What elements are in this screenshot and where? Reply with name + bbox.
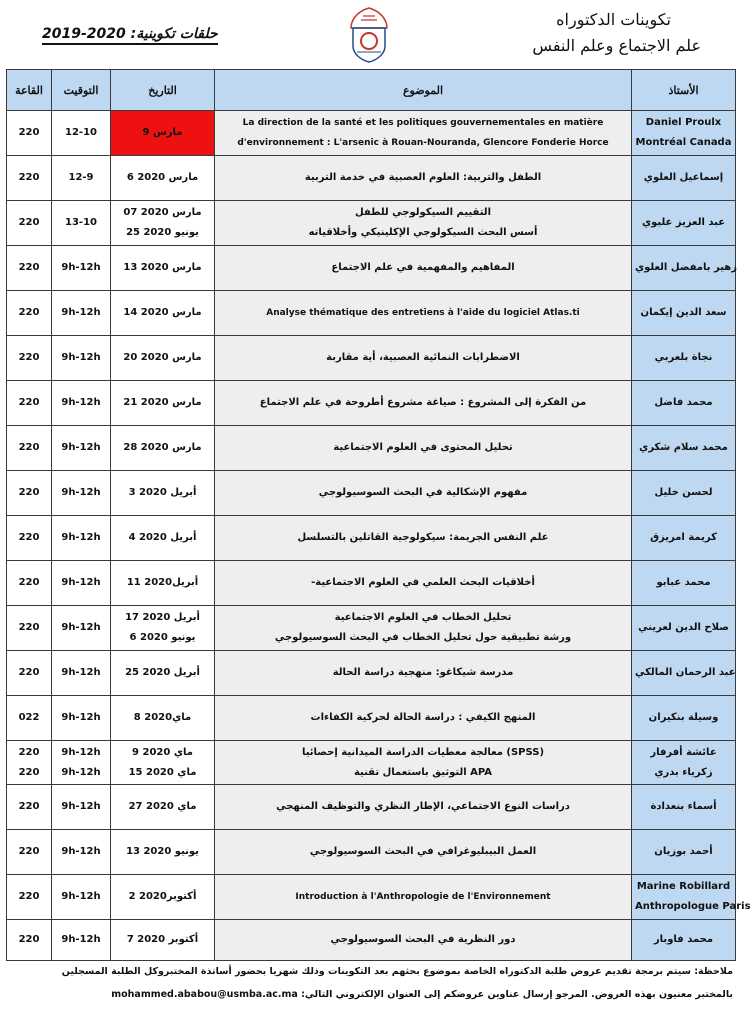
time-cell-line: 9h-12h [61, 307, 101, 318]
room-cell [7, 651, 52, 696]
date-cell-line: 20 مارس 2020 [123, 352, 202, 363]
professor-cell-line: Montréal Canada [635, 137, 732, 148]
professor-cell-line: Marine Robillard [636, 881, 731, 892]
table-row [7, 336, 736, 381]
time-cell-line: 9h-12h [61, 801, 101, 812]
time-cell [52, 696, 111, 741]
topic-cell-line: المنهج الكيفي : دراسة الحالة لحركية الكفاءات [310, 712, 536, 723]
room-cell [7, 696, 52, 741]
room-cell [7, 741, 52, 785]
room-cell-line: 220 [18, 442, 40, 453]
time-header: التوقيت [52, 70, 111, 111]
time-cell-line: 9h-12h [61, 667, 101, 678]
footer-note: ملاحظة: سيتم برمجة تقديم عروض طلبة الدكتوراه الخاصة بموضوع بحثهم بعد التكوينات وذلك شهريا بحضور أساتذة المختبروكل الطلبة المسجلين [61, 966, 733, 977]
room-cell-line: 220 [18, 846, 40, 857]
time-cell-line: 9h-12h [61, 532, 101, 543]
topic-cell [215, 651, 632, 696]
time-cell [52, 111, 111, 156]
doctorate-title: تكوينات الدكتوراه [556, 10, 671, 29]
table-row [7, 561, 736, 606]
date-cell-line: 6 يونيو 2020 [129, 632, 196, 643]
professor-cell-line: عبد العزيز عليوي [641, 217, 726, 228]
topic-cell-line: العمل البيبليوغرافي في البحث السوسيولوجي [309, 846, 537, 857]
topic-cell [215, 606, 632, 651]
professor-cell [632, 426, 736, 471]
room-cell [7, 920, 52, 961]
table-row [7, 156, 736, 201]
topic-cell-line: d'environnement : L'arsenic à Rouan-Nouranda, Glencore Fonderie Horce [237, 138, 609, 148]
topic-cell-line: أسس البحث السيكولوجي الإكلينيكي وأخلاقياته [308, 227, 538, 238]
professor-cell [632, 381, 736, 426]
topic-cell-line: Analyse thématique des entretiens à l'aide du logiciel Atlas.ti [266, 308, 580, 318]
room-cell [7, 606, 52, 651]
professor-cell [632, 111, 736, 156]
date-cell-line: 8 ماي2020 [133, 712, 192, 723]
topic-cell-line: التقييم السيكولوجي للطفل [354, 207, 491, 218]
table-row [7, 201, 736, 246]
footer-contact: بالمختبر معنيون بهذه العروض. المرجو إرسال عناوين عروضكم إلى العنوان الإلكتروني التالي: mohammed.ababou@usmba.ac.ma [111, 989, 733, 1000]
topic-cell [215, 156, 632, 201]
professor-cell-line: Daniel Proulx [645, 117, 722, 128]
date-cell [111, 471, 215, 516]
date-header: التاريخ [111, 70, 215, 111]
date-cell [111, 111, 215, 156]
time-cell [52, 426, 111, 471]
topic-cell-line: مفهوم الإشكالية في البحث السوسيولوجي [318, 487, 528, 498]
room-cell-line: 220 [18, 532, 40, 543]
professor-cell-line: سعد الدين إيكمان [640, 307, 727, 318]
time-cell-line: 9h-12h [61, 487, 101, 498]
table-row [7, 785, 736, 830]
table-row [7, 875, 736, 920]
time-cell [52, 651, 111, 696]
professor-cell [632, 696, 736, 741]
time-cell-line: 9h-12h [61, 891, 101, 902]
date-cell-line: 25 أبريل 2020 [125, 667, 200, 678]
date-cell-line: 7 أكتوبر 2020 [126, 934, 199, 945]
topic-cell [215, 111, 632, 156]
topic-cell [215, 741, 632, 785]
topic-cell-line: من الفكرة إلى المشروع : صياغة مشروع أطروحة في علم الاجتماع [259, 397, 587, 408]
time-cell [52, 785, 111, 830]
table-header-row [7, 70, 736, 111]
date-cell [111, 875, 215, 920]
date-cell [111, 201, 215, 246]
professor-cell-line: صلاح الدين لعريني [638, 622, 729, 633]
professor-cell-line: نجاة بلعربي [654, 352, 713, 363]
room-cell-line: 220 [18, 262, 40, 273]
time-cell [52, 561, 111, 606]
date-cell-line: 4 أبريل 2020 [128, 532, 197, 543]
room-cell-line: 022 [18, 712, 40, 723]
topic-cell-line: الاضطرابات النمائية العصبية، أية مقاربة [326, 352, 520, 363]
time-cell [52, 606, 111, 651]
table-row [7, 516, 736, 561]
professor-cell-line: لحسن خليل [654, 487, 713, 498]
date-cell [111, 830, 215, 875]
page-header [0, 0, 741, 70]
topic-cell-line: علم النفس الجريمة: سيكولوجية القاتلين بالتسلسل [297, 532, 549, 543]
professor-cell [632, 875, 751, 920]
date-cell-line: 9 ماي 2020 [132, 746, 193, 758]
room-cell [7, 381, 52, 426]
date-cell-line: 13 مارس 2020 [123, 262, 202, 273]
time-cell-line: 9h-12h [61, 622, 101, 633]
date-cell [111, 741, 215, 785]
table-row [7, 741, 736, 785]
professor-cell-line: محمد فاوبار [653, 934, 714, 945]
date-cell-line: 11 أبريل2020 [126, 577, 199, 588]
date-cell-line: 15 ماي 2020 [128, 766, 197, 778]
time-cell-line: 9h-12h [61, 262, 101, 273]
time-cell-line: 9h-12h [61, 352, 101, 363]
room-cell [7, 875, 52, 920]
table-row [7, 111, 736, 156]
date-cell [111, 561, 215, 606]
time-cell [52, 291, 111, 336]
professor-cell-line: زهير بامفضل العلوي [635, 262, 737, 273]
date-cell-line: 07 مارس 2020 [123, 207, 202, 218]
topic-cell [215, 426, 632, 471]
room-cell-line: 220 [18, 487, 40, 498]
topic-cell-line: معالجة معطيات الدراسة الميدانية إحصائيا (SPSS) [301, 746, 545, 758]
date-cell-line: 9 مارس [142, 127, 183, 138]
room-cell-line: 220 [18, 352, 40, 363]
professor-header: الأستاذ [632, 70, 736, 111]
topic-cell-line: -أخلاقيات البحث العلمي في العلوم الاجتماعية [311, 577, 535, 588]
room-cell [7, 785, 52, 830]
topic-cell [215, 336, 632, 381]
date-cell [111, 920, 215, 961]
room-cell-line: 220 [18, 746, 40, 758]
time-cell [52, 336, 111, 381]
time-cell [52, 741, 111, 785]
date-cell [111, 426, 215, 471]
room-cell-line: 220 [18, 397, 40, 408]
date-cell-line: 21 مارس 2020 [123, 397, 202, 408]
room-cell [7, 246, 52, 291]
date-cell-line: 13 يونيو 2020 [126, 846, 199, 857]
date-cell [111, 336, 215, 381]
time-cell [52, 875, 111, 920]
topic-cell [215, 381, 632, 426]
topic-cell-line: دراسات النوع الاجتماعي، الإطار النظري والتوظيف المنهجي [276, 801, 570, 812]
room-cell-line: 220 [18, 934, 40, 945]
topic-cell-line: دور النظرية في البحث السوسيولوجي [330, 934, 516, 945]
professor-cell [632, 156, 736, 201]
room-cell-line: 220 [18, 766, 40, 778]
professor-cell [632, 291, 736, 336]
professor-cell [632, 920, 736, 961]
time-cell [52, 381, 111, 426]
topic-cell [215, 246, 632, 291]
room-cell-line: 220 [18, 172, 40, 183]
room-cell [7, 516, 52, 561]
table-row [7, 471, 736, 516]
room-cell-line: 220 [18, 217, 40, 228]
professor-cell [632, 246, 736, 291]
topic-cell-line: Introduction à l'Anthropologie de l'Environnement [295, 892, 551, 902]
sessions-title: حلقات تكوينية: 2020-2019 [42, 26, 218, 45]
topic-cell [215, 201, 632, 246]
professor-cell-line: زكرياء بدري [654, 766, 713, 778]
topic-cell-line: المفاهيم والمفهمية في علم الاجتماع [331, 262, 515, 273]
table-row [7, 246, 736, 291]
room-cell-line: 220 [18, 801, 40, 812]
room-cell-line: 220 [18, 622, 40, 633]
professor-cell-line: عبد الرحمان المالكي [635, 667, 736, 678]
room-cell [7, 471, 52, 516]
date-cell [111, 696, 215, 741]
date-cell [111, 651, 215, 696]
time-cell-line: 12-9 [68, 172, 94, 183]
table-row [7, 381, 736, 426]
time-cell [52, 156, 111, 201]
professor-cell-line: إسماعيل العلوي [643, 172, 724, 183]
time-cell-line: 9h-12h [61, 577, 101, 588]
room-cell [7, 336, 52, 381]
topic-cell [215, 875, 632, 920]
time-cell [52, 201, 111, 246]
topic-cell [215, 516, 632, 561]
date-cell-line: 2 أكتوبر2020 [128, 891, 197, 902]
table-row [7, 426, 736, 471]
date-cell [111, 516, 215, 561]
professor-cell-line: وسيلة بنكيران [648, 712, 719, 723]
room-cell-line: 220 [18, 307, 40, 318]
table-row [7, 830, 736, 875]
professor-cell [632, 201, 736, 246]
topic-cell-line: الطفل والتربية: العلوم العصبية في خدمة التربية [304, 172, 542, 183]
time-cell [52, 471, 111, 516]
professor-cell [632, 785, 736, 830]
date-cell [111, 291, 215, 336]
room-cell-line: 220 [18, 127, 40, 138]
room-cell-line: 220 [18, 577, 40, 588]
time-cell-line: 9h-12h [61, 712, 101, 723]
topic-header: الموضوع [215, 70, 632, 111]
room-cell [7, 830, 52, 875]
table-row [7, 651, 736, 696]
topic-cell [215, 830, 632, 875]
room-cell [7, 561, 52, 606]
topic-cell-line: تحليل المحتوى في العلوم الاجتماعية [333, 442, 513, 453]
room-cell [7, 426, 52, 471]
date-cell [111, 246, 215, 291]
date-cell-line: 6 مارس 2020 [126, 172, 199, 183]
date-cell [111, 381, 215, 426]
room-cell-line: 220 [18, 667, 40, 678]
date-cell [111, 156, 215, 201]
department-title: علم الاجتماع وعلم النفس [532, 36, 701, 55]
time-cell [52, 920, 111, 961]
table-row [7, 606, 736, 651]
professor-cell-line: كريمة امريزق [650, 532, 717, 543]
professor-cell [632, 651, 736, 696]
time-cell-line: 9h-12h [61, 442, 101, 453]
topic-cell-line: ورشة تطبيقية حول تحليل الخطاب في البحث السوسيولوجي [274, 632, 572, 643]
professor-cell [632, 830, 736, 875]
room-cell [7, 156, 52, 201]
professor-cell-line: عائشة أفرفار [650, 746, 717, 758]
schedule-table [6, 69, 751, 961]
university-logo-icon [345, 6, 393, 64]
professor-cell [632, 336, 736, 381]
room-cell [7, 291, 52, 336]
date-cell-line: 28 مارس 2020 [123, 442, 202, 453]
date-cell-line: 27 ماي 2020 [128, 801, 197, 812]
table-row [7, 920, 736, 961]
topic-cell [215, 696, 632, 741]
topic-cell [215, 920, 632, 961]
date-cell [111, 785, 215, 830]
room-cell [7, 111, 52, 156]
professor-cell [632, 606, 736, 651]
professor-cell-line: أسماء بنعدادة [650, 801, 717, 812]
topic-cell [215, 291, 632, 336]
table-row [7, 291, 736, 336]
time-cell-line: 9h-12h [61, 934, 101, 945]
professor-cell-line: محمد سلام شكري [639, 442, 728, 453]
topic-cell-line: مدرسة شيكاغو: منهجية دراسة الحالة [332, 667, 514, 678]
time-cell-line: 9h-12h [61, 746, 101, 758]
professor-cell-line: أحمد بوزيان [654, 846, 713, 857]
professor-cell [632, 561, 736, 606]
topic-cell [215, 561, 632, 606]
date-cell-line: 25 يونيو 2020 [126, 227, 199, 238]
date-cell-line: 3 أبريل 2020 [128, 487, 197, 498]
table-row [7, 696, 736, 741]
time-cell-line: 13-10 [65, 217, 97, 228]
time-cell-line: 12-10 [65, 127, 97, 138]
time-cell [52, 246, 111, 291]
topic-cell-line: La direction de la santé et les politiques gouvernementales en matière [242, 118, 604, 128]
professor-cell [632, 471, 736, 516]
date-cell [111, 606, 215, 651]
time-cell-line: 9h-12h [61, 766, 101, 778]
time-cell [52, 830, 111, 875]
time-cell [52, 516, 111, 561]
room-header: القاعة [7, 70, 52, 111]
date-cell-line: 17 أبريل 2020 [125, 612, 200, 623]
professor-cell-line: Anthropologue Paris [635, 901, 751, 912]
topic-cell-line: التوثيق باستعمال تقنية APA [353, 766, 493, 778]
time-cell-line: 9h-12h [61, 397, 101, 408]
room-cell [7, 201, 52, 246]
topic-cell-line: تحليل الخطاب في العلوم الاجتماعية [334, 612, 512, 623]
professor-cell [632, 741, 736, 785]
date-cell-line: 14 مارس 2020 [123, 307, 202, 318]
topic-cell [215, 785, 632, 830]
professor-cell-line: محمد عبابو [656, 577, 711, 588]
professor-cell-line: محمد فاضل [654, 397, 713, 408]
topic-cell [215, 471, 632, 516]
time-cell-line: 9h-12h [61, 846, 101, 857]
room-cell-line: 220 [18, 891, 40, 902]
professor-cell [632, 516, 736, 561]
